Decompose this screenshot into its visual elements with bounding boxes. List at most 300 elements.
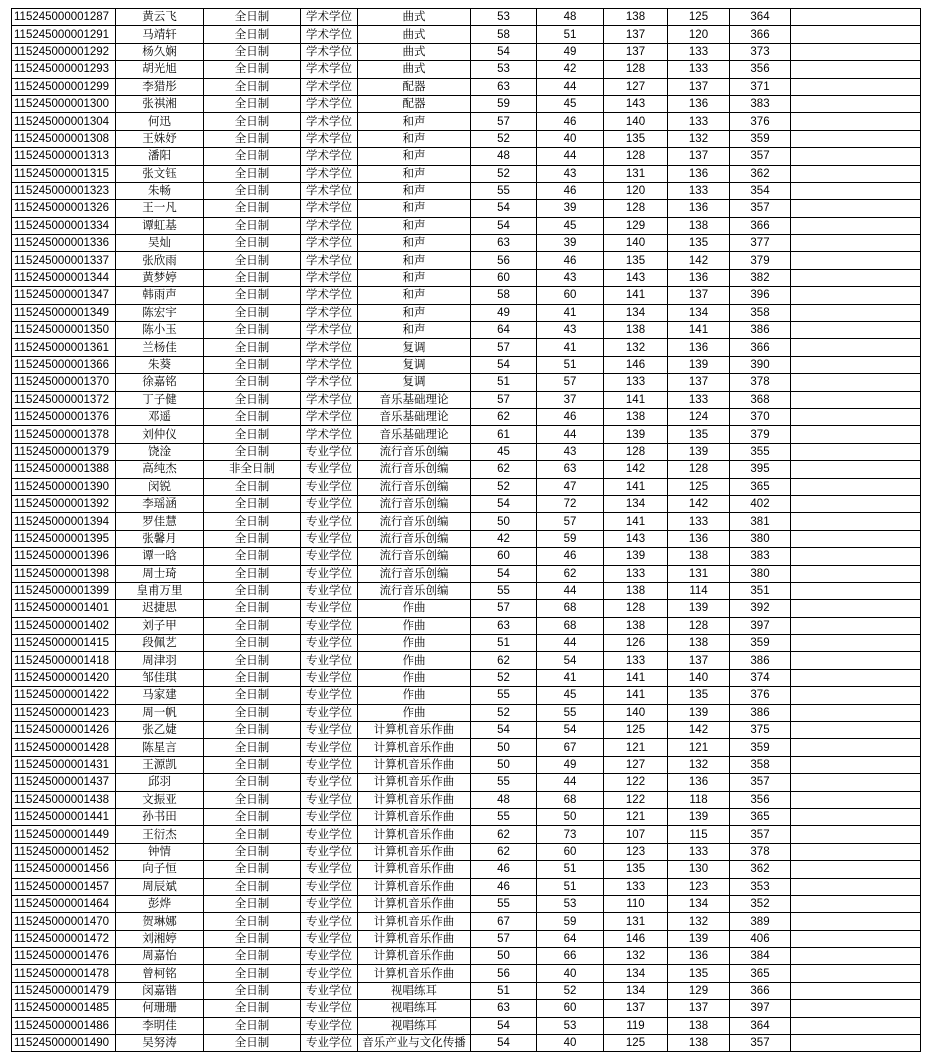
score3-cell: 141 [604,687,668,704]
table-row [12,687,921,704]
name-cell: 周士琦 [116,565,204,582]
score3-cell: 137 [604,1000,668,1017]
research-direction-cell: 和声 [358,148,471,165]
study-mode-cell: 全日制 [204,478,301,495]
candidate-id-cell: 115245000001449 [12,826,116,843]
score3-cell: 125 [604,722,668,739]
candidate-id-cell: 115245000001428 [12,739,116,756]
total-score-cell: 386 [730,704,791,721]
degree-type-cell: 学术学位 [301,78,358,95]
name-cell: 罗佳慧 [116,513,204,530]
total-score-cell: 368 [730,391,791,408]
candidate-id-cell: 115245000001478 [12,965,116,982]
score3-cell: 141 [604,669,668,686]
candidate-id-cell: 115245000001349 [12,304,116,321]
name-cell: 朱畅 [116,182,204,199]
score1-cell: 62 [471,461,537,478]
research-direction-cell: 计算机音乐作曲 [358,913,471,930]
score4-cell: 139 [668,600,730,617]
total-score-cell: 354 [730,182,791,199]
candidate-id-cell: 115245000001379 [12,443,116,460]
study-mode-cell: 全日制 [204,565,301,582]
remarks-cell [791,165,921,182]
candidate-id-cell: 115245000001299 [12,78,116,95]
name-cell: 马家建 [116,687,204,704]
study-mode-cell: 全日制 [204,1017,301,1034]
score2-cell: 59 [537,530,604,547]
table-row [12,26,921,43]
table-row [12,95,921,112]
name-cell: 彭烨 [116,895,204,912]
name-cell: 王姝妤 [116,130,204,147]
study-mode-cell: 全日制 [204,652,301,669]
research-direction-cell: 视唱练耳 [358,1000,471,1017]
score3-cell: 134 [604,304,668,321]
table-row [12,982,921,999]
score4-cell: 133 [668,391,730,408]
research-direction-cell: 计算机音乐作曲 [358,756,471,773]
candidate-id-cell: 115245000001398 [12,565,116,582]
remarks-cell [791,200,921,217]
total-score-cell: 365 [730,965,791,982]
remarks-cell [791,774,921,791]
study-mode-cell: 全日制 [204,965,301,982]
score-table [11,8,921,1052]
remarks-cell [791,530,921,547]
study-mode-cell: 全日制 [204,687,301,704]
score2-cell: 46 [537,408,604,425]
score1-cell: 50 [471,756,537,773]
table-row [12,756,921,773]
total-score-cell: 357 [730,826,791,843]
name-cell: 高纯杰 [116,461,204,478]
research-direction-cell: 复调 [358,339,471,356]
score2-cell: 48 [537,9,604,26]
table-row [12,61,921,78]
score3-cell: 133 [604,878,668,895]
name-cell: 陈宏宇 [116,304,204,321]
research-direction-cell: 计算机音乐作曲 [358,826,471,843]
score3-cell: 143 [604,530,668,547]
score4-cell: 115 [668,826,730,843]
score3-cell: 140 [604,704,668,721]
score1-cell: 57 [471,600,537,617]
degree-type-cell: 学术学位 [301,165,358,182]
degree-type-cell: 专业学位 [301,652,358,669]
remarks-cell [791,43,921,60]
remarks-cell [791,582,921,599]
remarks-cell [791,600,921,617]
degree-type-cell: 学术学位 [301,374,358,391]
table-row [12,808,921,825]
score4-cell: 125 [668,9,730,26]
total-score-cell: 377 [730,235,791,252]
score2-cell: 60 [537,1000,604,1017]
total-score-cell: 392 [730,600,791,617]
score2-cell: 46 [537,252,604,269]
score2-cell: 55 [537,704,604,721]
score4-cell: 114 [668,582,730,599]
score2-cell: 41 [537,669,604,686]
score1-cell: 53 [471,9,537,26]
score2-cell: 41 [537,339,604,356]
table-row [12,1017,921,1034]
study-mode-cell: 全日制 [204,287,301,304]
remarks-cell [791,287,921,304]
score2-cell: 64 [537,930,604,947]
score3-cell: 131 [604,165,668,182]
degree-type-cell: 学术学位 [301,200,358,217]
table-row [12,78,921,95]
remarks-cell [791,61,921,78]
total-score-cell: 364 [730,1017,791,1034]
degree-type-cell: 专业学位 [301,739,358,756]
candidate-id-cell: 115245000001337 [12,252,116,269]
remarks-cell [791,965,921,982]
score1-cell: 67 [471,913,537,930]
score1-cell: 59 [471,95,537,112]
table-row [12,1035,921,1052]
study-mode-cell: 全日制 [204,582,301,599]
research-direction-cell: 和声 [358,322,471,339]
score4-cell: 124 [668,408,730,425]
score2-cell: 41 [537,304,604,321]
study-mode-cell: 全日制 [204,948,301,965]
research-direction-cell: 和声 [358,252,471,269]
score3-cell: 127 [604,756,668,773]
degree-type-cell: 专业学位 [301,704,358,721]
candidate-id-cell: 115245000001422 [12,687,116,704]
score2-cell: 44 [537,148,604,165]
score2-cell: 46 [537,182,604,199]
remarks-cell [791,322,921,339]
score3-cell: 126 [604,635,668,652]
score1-cell: 54 [471,495,537,512]
name-cell: 贺琳娜 [116,913,204,930]
degree-type-cell: 学术学位 [301,339,358,356]
degree-type-cell: 专业学位 [301,791,358,808]
score3-cell: 128 [604,443,668,460]
name-cell: 陈星言 [116,739,204,756]
score1-cell: 62 [471,652,537,669]
name-cell: 闵锐 [116,478,204,495]
score2-cell: 57 [537,374,604,391]
score2-cell: 37 [537,391,604,408]
name-cell: 迟捷思 [116,600,204,617]
score2-cell: 43 [537,165,604,182]
score4-cell: 133 [668,843,730,860]
total-score-cell: 373 [730,43,791,60]
candidate-id-cell: 115245000001347 [12,287,116,304]
remarks-cell [791,269,921,286]
research-direction-cell: 计算机音乐作曲 [358,861,471,878]
score1-cell: 62 [471,826,537,843]
score3-cell: 122 [604,774,668,791]
remarks-cell [791,426,921,443]
study-mode-cell: 全日制 [204,130,301,147]
degree-type-cell: 专业学位 [301,826,358,843]
total-score-cell: 402 [730,495,791,512]
score3-cell: 134 [604,495,668,512]
score2-cell: 53 [537,1017,604,1034]
study-mode-cell: 全日制 [204,304,301,321]
research-direction-cell: 和声 [358,200,471,217]
degree-type-cell: 专业学位 [301,443,358,460]
score2-cell: 44 [537,78,604,95]
table-row [12,182,921,199]
study-mode-cell: 全日制 [204,9,301,26]
study-mode-cell: 全日制 [204,148,301,165]
score2-cell: 63 [537,461,604,478]
total-score-cell: 358 [730,756,791,773]
score1-cell: 50 [471,948,537,965]
score2-cell: 53 [537,895,604,912]
candidate-id-cell: 115245000001479 [12,982,116,999]
total-score-cell: 378 [730,374,791,391]
degree-type-cell: 专业学位 [301,461,358,478]
score1-cell: 63 [471,78,537,95]
score4-cell: 140 [668,669,730,686]
study-mode-cell: 全日制 [204,113,301,130]
score2-cell: 40 [537,130,604,147]
candidate-id-cell: 115245000001315 [12,165,116,182]
score1-cell: 55 [471,687,537,704]
research-direction-cell: 作曲 [358,704,471,721]
candidate-id-cell: 115245000001431 [12,756,116,773]
score1-cell: 57 [471,339,537,356]
total-score-cell: 370 [730,408,791,425]
remarks-cell [791,669,921,686]
score4-cell: 125 [668,478,730,495]
remarks-cell [791,113,921,130]
score4-cell: 142 [668,722,730,739]
score4-cell: 139 [668,808,730,825]
candidate-id-cell: 115245000001399 [12,582,116,599]
research-direction-cell: 计算机音乐作曲 [358,878,471,895]
table-row [12,965,921,982]
remarks-cell [791,982,921,999]
candidate-id-cell: 115245000001423 [12,704,116,721]
degree-type-cell: 专业学位 [301,669,358,686]
score3-cell: 141 [604,478,668,495]
name-cell: 李猎彤 [116,78,204,95]
table-row [12,130,921,147]
research-direction-cell: 和声 [358,130,471,147]
remarks-cell [791,374,921,391]
score3-cell: 137 [604,43,668,60]
table-row [12,304,921,321]
degree-type-cell: 学术学位 [301,61,358,78]
score3-cell: 140 [604,113,668,130]
score4-cell: 120 [668,26,730,43]
research-direction-cell: 曲式 [358,9,471,26]
degree-type-cell: 专业学位 [301,913,358,930]
candidate-id-cell: 115245000001370 [12,374,116,391]
total-score-cell: 379 [730,252,791,269]
candidate-id-cell: 115245000001372 [12,391,116,408]
candidate-id-cell: 115245000001308 [12,130,116,147]
remarks-cell [791,826,921,843]
score4-cell: 134 [668,304,730,321]
table-row [12,826,921,843]
candidate-id-cell: 115245000001334 [12,217,116,234]
table-row [12,43,921,60]
study-mode-cell: 全日制 [204,78,301,95]
score4-cell: 138 [668,217,730,234]
total-score-cell: 366 [730,982,791,999]
study-mode-cell: 全日制 [204,635,301,652]
score4-cell: 136 [668,339,730,356]
score3-cell: 135 [604,130,668,147]
total-score-cell: 406 [730,930,791,947]
remarks-cell [791,722,921,739]
table-row [12,374,921,391]
name-cell: 王源凯 [116,756,204,773]
score1-cell: 54 [471,565,537,582]
score1-cell: 62 [471,843,537,860]
table-row [12,774,921,791]
degree-type-cell: 专业学位 [301,635,358,652]
research-direction-cell: 和声 [358,182,471,199]
total-score-cell: 357 [730,774,791,791]
score2-cell: 50 [537,808,604,825]
degree-type-cell: 专业学位 [301,1035,358,1052]
score4-cell: 132 [668,130,730,147]
research-direction-cell: 音乐基础理论 [358,426,471,443]
candidate-id-cell: 115245000001420 [12,669,116,686]
remarks-cell [791,461,921,478]
score2-cell: 43 [537,322,604,339]
score3-cell: 128 [604,148,668,165]
table-row [12,513,921,530]
degree-type-cell: 学术学位 [301,130,358,147]
score3-cell: 141 [604,391,668,408]
study-mode-cell: 全日制 [204,339,301,356]
total-score-cell: 383 [730,95,791,112]
score4-cell: 142 [668,495,730,512]
score2-cell: 44 [537,582,604,599]
score4-cell: 135 [668,965,730,982]
score3-cell: 131 [604,913,668,930]
name-cell: 曾柯铭 [116,965,204,982]
table-row [12,861,921,878]
table-row [12,895,921,912]
total-score-cell: 397 [730,1000,791,1017]
research-direction-cell: 流行音乐创编 [358,548,471,565]
score3-cell: 138 [604,582,668,599]
candidate-id-cell: 115245000001490 [12,1035,116,1052]
candidate-id-cell: 115245000001304 [12,113,116,130]
name-cell: 张祺湘 [116,95,204,112]
degree-type-cell: 学术学位 [301,269,358,286]
score4-cell: 129 [668,982,730,999]
score2-cell: 54 [537,722,604,739]
score1-cell: 48 [471,791,537,808]
score4-cell: 138 [668,1035,730,1052]
score4-cell: 133 [668,113,730,130]
remarks-cell [791,878,921,895]
study-mode-cell: 全日制 [204,756,301,773]
remarks-cell [791,1035,921,1052]
score4-cell: 136 [668,200,730,217]
name-cell: 徐嘉铭 [116,374,204,391]
research-direction-cell: 音乐基础理论 [358,391,471,408]
total-score-cell: 374 [730,669,791,686]
score3-cell: 134 [604,982,668,999]
table-row [12,113,921,130]
candidate-id-cell: 115245000001376 [12,408,116,425]
score3-cell: 119 [604,1017,668,1034]
study-mode-cell: 全日制 [204,217,301,234]
degree-type-cell: 学术学位 [301,217,358,234]
table-row [12,9,921,26]
study-mode-cell: 全日制 [204,269,301,286]
score1-cell: 63 [471,235,537,252]
remarks-cell [791,495,921,512]
degree-type-cell: 学术学位 [301,182,358,199]
score2-cell: 57 [537,513,604,530]
score4-cell: 136 [668,530,730,547]
score4-cell: 141 [668,322,730,339]
score3-cell: 135 [604,252,668,269]
study-mode-cell: 全日制 [204,26,301,43]
table-row [12,652,921,669]
remarks-cell [791,913,921,930]
score4-cell: 138 [668,548,730,565]
score4-cell: 132 [668,756,730,773]
study-mode-cell: 非全日制 [204,461,301,478]
table-row [12,548,921,565]
score3-cell: 137 [604,26,668,43]
name-cell: 杨久娴 [116,43,204,60]
score3-cell: 138 [604,617,668,634]
name-cell: 邓遥 [116,408,204,425]
score1-cell: 42 [471,530,537,547]
candidate-id-cell: 115245000001456 [12,861,116,878]
score3-cell: 133 [604,652,668,669]
total-score-cell: 379 [730,426,791,443]
candidate-id-cell: 115245000001472 [12,930,116,947]
score3-cell: 138 [604,322,668,339]
research-direction-cell: 曲式 [358,26,471,43]
candidate-id-cell: 115245000001470 [12,913,116,930]
name-cell: 文振亚 [116,791,204,808]
research-direction-cell: 和声 [358,217,471,234]
candidate-id-cell: 115245000001452 [12,843,116,860]
degree-type-cell: 学术学位 [301,148,358,165]
study-mode-cell: 全日制 [204,669,301,686]
total-score-cell: 352 [730,895,791,912]
name-cell: 潘阳 [116,148,204,165]
degree-type-cell: 专业学位 [301,930,358,947]
score1-cell: 50 [471,513,537,530]
remarks-cell [791,217,921,234]
score2-cell: 39 [537,200,604,217]
degree-type-cell: 学术学位 [301,426,358,443]
score3-cell: 110 [604,895,668,912]
degree-type-cell: 专业学位 [301,478,358,495]
score2-cell: 62 [537,565,604,582]
name-cell: 吴努涛 [116,1035,204,1052]
score1-cell: 57 [471,391,537,408]
score1-cell: 54 [471,200,537,217]
score1-cell: 52 [471,130,537,147]
degree-type-cell: 学术学位 [301,113,358,130]
score4-cell: 139 [668,443,730,460]
total-score-cell: 365 [730,478,791,495]
research-direction-cell: 流行音乐创编 [358,513,471,530]
score1-cell: 53 [471,61,537,78]
